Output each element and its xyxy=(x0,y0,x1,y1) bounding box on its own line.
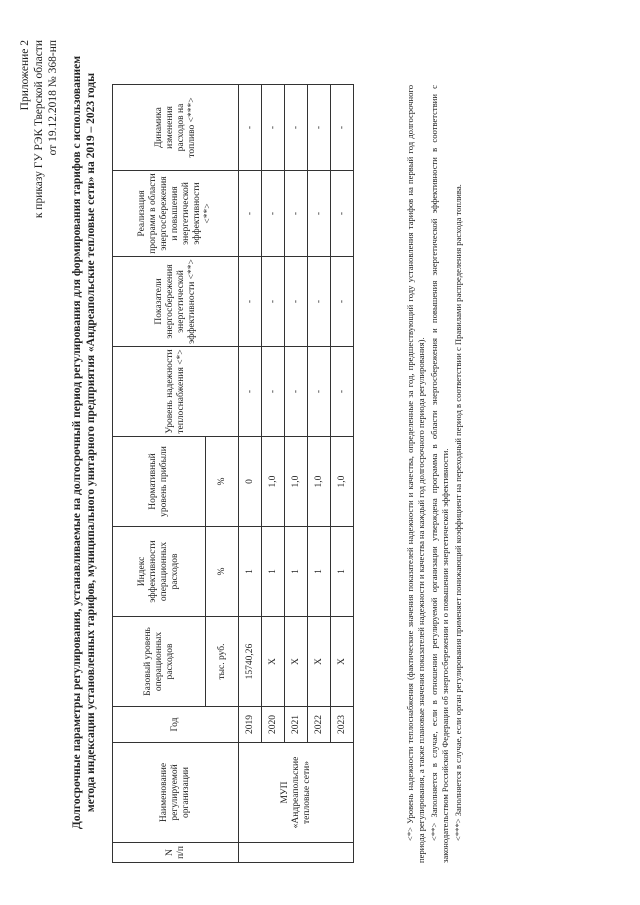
footnote: <**> Заполняется в случае, если в отношении регулируемой организации утверждена программа в области энергосбережения и повышения энергетической эффективности в соответствии с законодательством Российской Федерации об энергосбережении и о повышении энергетической эффективности. xyxy=(429,85,450,863)
header-num: N п/п xyxy=(113,843,239,863)
cell-fuel: - xyxy=(308,85,331,171)
header-programs: Реализация программ в области энергосбережения и повышения энергетической эффективности <**> xyxy=(113,171,239,257)
title-line-1: Долгосрочные параметры регулирования, устанавливаемые на долгосрочный период регулирования для формирования тарифов с использованием xyxy=(71,55,83,830)
cell-energy: - xyxy=(308,257,331,347)
cell-index: 1 xyxy=(262,527,285,617)
cell-reliability: - xyxy=(285,347,308,437)
cell-fuel: - xyxy=(262,85,285,171)
cell-index: 1 xyxy=(331,527,354,617)
cell-index: 1 xyxy=(239,527,262,617)
header-base: Базовый уровень операционных расходов xyxy=(113,617,206,707)
cell-year: 2021 xyxy=(285,707,308,743)
cell-fuel: - xyxy=(331,85,354,171)
cell-base: Х xyxy=(308,617,331,707)
cell-base: 15740,26 xyxy=(239,617,262,707)
table-header-row xyxy=(113,85,206,863)
footnotes xyxy=(405,85,466,863)
cell-index: 1 xyxy=(308,527,331,617)
cell-fuel: - xyxy=(239,85,262,171)
cell-energy: - xyxy=(331,257,354,347)
footnote: <*> Уровень надежности теплоснабжения (фактические значения показателей надежности и качества, определенные за год, предшествующий году установления тарифов на первый год долгосрочного периода регулирования, а также плановые значения показателей надежности и качества на каждый год долгосрочного периода регулирования). xyxy=(405,85,426,863)
footnote: <***> Заполняется в случае, если орган регулирования применяет понижающий коэффициент на переходный период в соответствии с Правилами распределения расхода топлива. xyxy=(453,184,463,841)
cell-fuel: - xyxy=(285,85,308,171)
appendix-header xyxy=(18,40,60,218)
cell-programs: - xyxy=(308,171,331,257)
cell-num xyxy=(239,843,354,863)
cell-profit: 1,0 xyxy=(285,437,308,527)
cell-reliability: - xyxy=(262,347,285,437)
header-fuel: Динамика изменения расходов на топливо <***> xyxy=(113,85,239,171)
cell-profit: 1,0 xyxy=(331,437,354,527)
parameters-table xyxy=(112,84,354,863)
cell-profit: 0 xyxy=(239,437,262,527)
header-index: Индекс эффективности операционных расходов xyxy=(113,527,206,617)
header-reliability: Уровень надежности теплоснабжения <*> xyxy=(113,347,239,437)
cell-programs: - xyxy=(285,171,308,257)
cell-reliability: - xyxy=(239,347,262,437)
cell-year: 2019 xyxy=(239,707,262,743)
cell-org-name: МУП «Андреапольские тепловые сети» xyxy=(239,743,354,843)
header-year: Год xyxy=(113,707,239,743)
unit-base: тыс. руб. xyxy=(206,617,239,707)
cell-programs: - xyxy=(331,171,354,257)
cell-profit: 1,0 xyxy=(262,437,285,527)
table-row xyxy=(239,85,262,863)
cell-year: 2023 xyxy=(331,707,354,743)
appendix-label: Приложение 2 xyxy=(19,40,31,111)
cell-base: Х xyxy=(331,617,354,707)
document-title xyxy=(70,40,98,845)
cell-reliability: - xyxy=(308,347,331,437)
cell-reliability: - xyxy=(331,347,354,437)
header-profit: Нормативный уровень прибыли xyxy=(113,437,206,527)
appendix-order: к приказу ГУ РЭК Тверской области xyxy=(33,40,45,219)
cell-energy: - xyxy=(239,257,262,347)
cell-base: Х xyxy=(285,617,308,707)
cell-programs: - xyxy=(239,171,262,257)
cell-base: Х xyxy=(262,617,285,707)
cell-energy: - xyxy=(285,257,308,347)
title-line-2: метода индексации установленных тарифов, муниципального унитарного предприятия «Андреапольские тепловые сети» на 2019 – 2023 годы xyxy=(85,72,97,813)
cell-profit: 1,0 xyxy=(308,437,331,527)
unit-index: % xyxy=(206,527,239,617)
cell-programs: - xyxy=(262,171,285,257)
header-energy: Показатели энергосбережения энергетической эффективности <**> xyxy=(113,257,239,347)
cell-index: 1 xyxy=(285,527,308,617)
cell-energy: - xyxy=(262,257,285,347)
cell-year: 2020 xyxy=(262,707,285,743)
header-org: Наименование регулируемой организации xyxy=(113,743,239,843)
cell-year: 2022 xyxy=(308,707,331,743)
unit-profit: % xyxy=(206,437,239,527)
appendix-date: от 19.12.2018 № 368-нп xyxy=(47,40,59,156)
